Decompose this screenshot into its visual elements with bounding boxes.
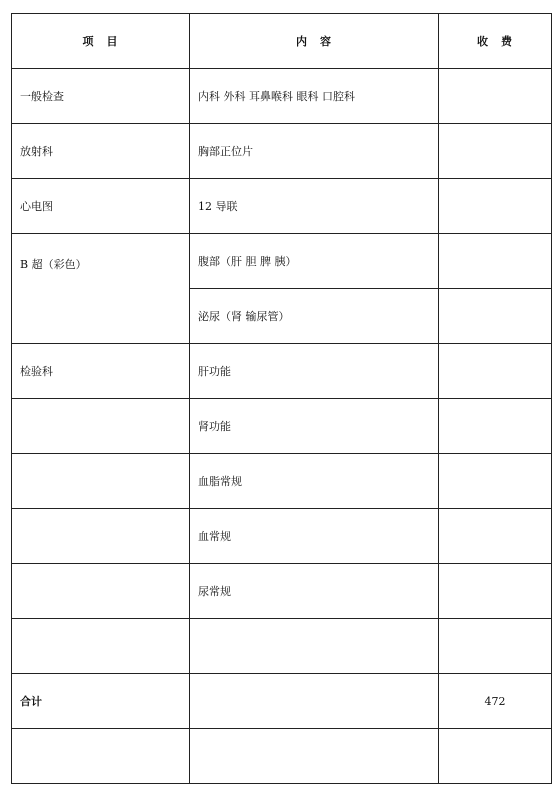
content-cell: 肾功能 <box>190 399 439 454</box>
content-cell <box>190 619 439 674</box>
item-cell: B 超（彩色） <box>12 234 190 344</box>
fee-cell <box>439 619 552 674</box>
fee-cell <box>439 564 552 619</box>
content-cell: 血脂常规 <box>190 454 439 509</box>
fee-cell <box>439 344 552 399</box>
item-cell <box>12 564 190 619</box>
table-row <box>12 179 552 234</box>
content-cell: 内科 外科 耳鼻喉科 眼科 口腔科 <box>190 69 439 124</box>
header-row <box>12 14 552 69</box>
item-cell: 一般检查 <box>12 69 190 124</box>
total-row <box>12 674 552 729</box>
item-cell: 放射科 <box>12 124 190 179</box>
fee-cell <box>439 179 552 234</box>
fee-cell <box>439 289 552 344</box>
fee-cell <box>439 399 552 454</box>
fee-cell <box>439 124 552 179</box>
table-row <box>12 399 552 454</box>
total-fee: 472 <box>439 674 552 729</box>
total-content <box>190 674 439 729</box>
content-cell: 肝功能 <box>190 344 439 399</box>
table-row <box>12 729 552 784</box>
content-cell: 泌尿（肾 输尿管） <box>190 289 439 344</box>
content-cell: 12 导联 <box>190 179 439 234</box>
fee-cell <box>439 729 552 784</box>
table-row <box>12 344 552 399</box>
table-row <box>12 234 552 289</box>
content-cell <box>190 729 439 784</box>
content-cell: 血常规 <box>190 509 439 564</box>
content-cell: 胸部正位片 <box>190 124 439 179</box>
header-fee: 收 费 <box>439 14 552 69</box>
fee-cell <box>439 509 552 564</box>
table-row <box>12 619 552 674</box>
table-row <box>12 124 552 179</box>
table-row <box>12 509 552 564</box>
fee-table <box>11 13 552 784</box>
fee-cell <box>439 454 552 509</box>
header-content: 内 容 <box>190 14 439 69</box>
item-cell <box>12 619 190 674</box>
fee-cell <box>439 69 552 124</box>
table-row <box>12 564 552 619</box>
item-cell: 检验科 <box>12 344 190 399</box>
content-cell: 尿常规 <box>190 564 439 619</box>
item-cell <box>12 454 190 509</box>
table-row <box>12 69 552 124</box>
fee-cell <box>439 234 552 289</box>
table-row <box>12 454 552 509</box>
item-cell <box>12 729 190 784</box>
item-cell: 心电图 <box>12 179 190 234</box>
header-item: 项 目 <box>12 14 190 69</box>
content-cell: 腹部（肝 胆 脾 胰） <box>190 234 439 289</box>
total-label: 合计 <box>12 674 190 729</box>
item-cell <box>12 509 190 564</box>
item-cell <box>12 399 190 454</box>
